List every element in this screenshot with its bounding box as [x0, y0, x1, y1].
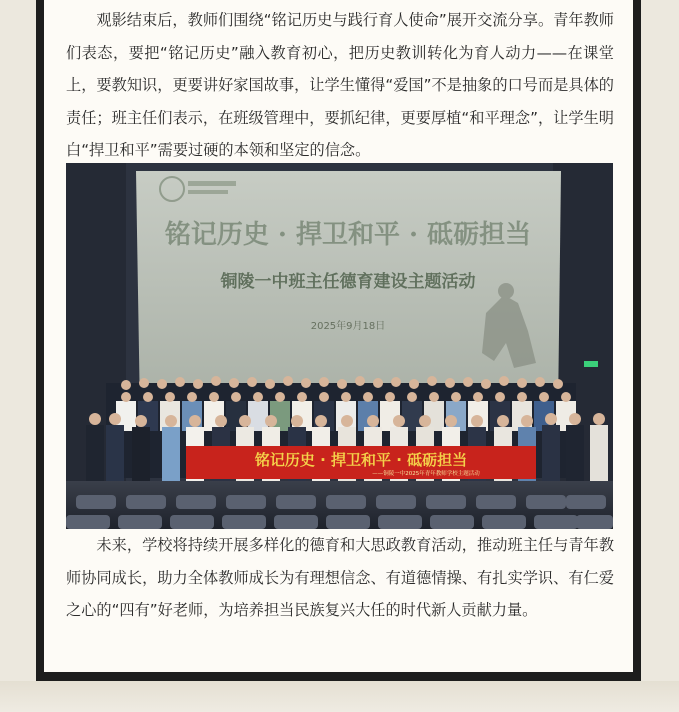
article-paragraph-1: 观影结束后，教师们围绕“铭记历史与践行育人使命”展开交流分享。青年教师们表态，要把“铭记历史”融入教育初心，把历史教训转化为育人动力——在课堂上，要教知识，更要讲好家国故事，让学生懂得“爱国”不是抽象的口号而是具体的责任；班主任们表示，在班级管理中，要抓纪律，更要厚植“和平理念”，让学生明白“捍卫和平”需要过硬的本领和坚定的信念。	[66, 11, 614, 159]
frame-right-border	[633, 0, 641, 680]
banner-subtext: ——铜陵一中2025年青年教师学校主题活动	[372, 471, 480, 477]
page-background-texture	[0, 681, 679, 712]
projection-screen	[136, 171, 561, 413]
article-paragraph-2: 未来，学校将持续开展多样化的德育和大思政教育活动，推动班主任与青年教师协同成长，助力全体教师成长为有理想信念、有道德情操、有扎实学识、有仁爱之心的“四有”好老师，为培养担当民族复兴大任的时代新人贡献力量。	[66, 536, 614, 619]
frame-bottom-border	[36, 672, 641, 681]
red-banner	[186, 446, 536, 479]
exit-sign	[584, 361, 598, 367]
screen-title: 铭记历史 · 捍卫和平 · 砥砺担当	[164, 220, 532, 250]
screen-subtitle: 铜陵一中班主任德育建设主题活动	[220, 272, 476, 292]
frame-left-border	[36, 0, 44, 680]
banner-text: 铭记历史 · 捍卫和平 · 砥砺担当	[254, 451, 468, 469]
screen-date: 2025年9月18日	[310, 321, 386, 332]
event-group-photo	[66, 163, 613, 529]
